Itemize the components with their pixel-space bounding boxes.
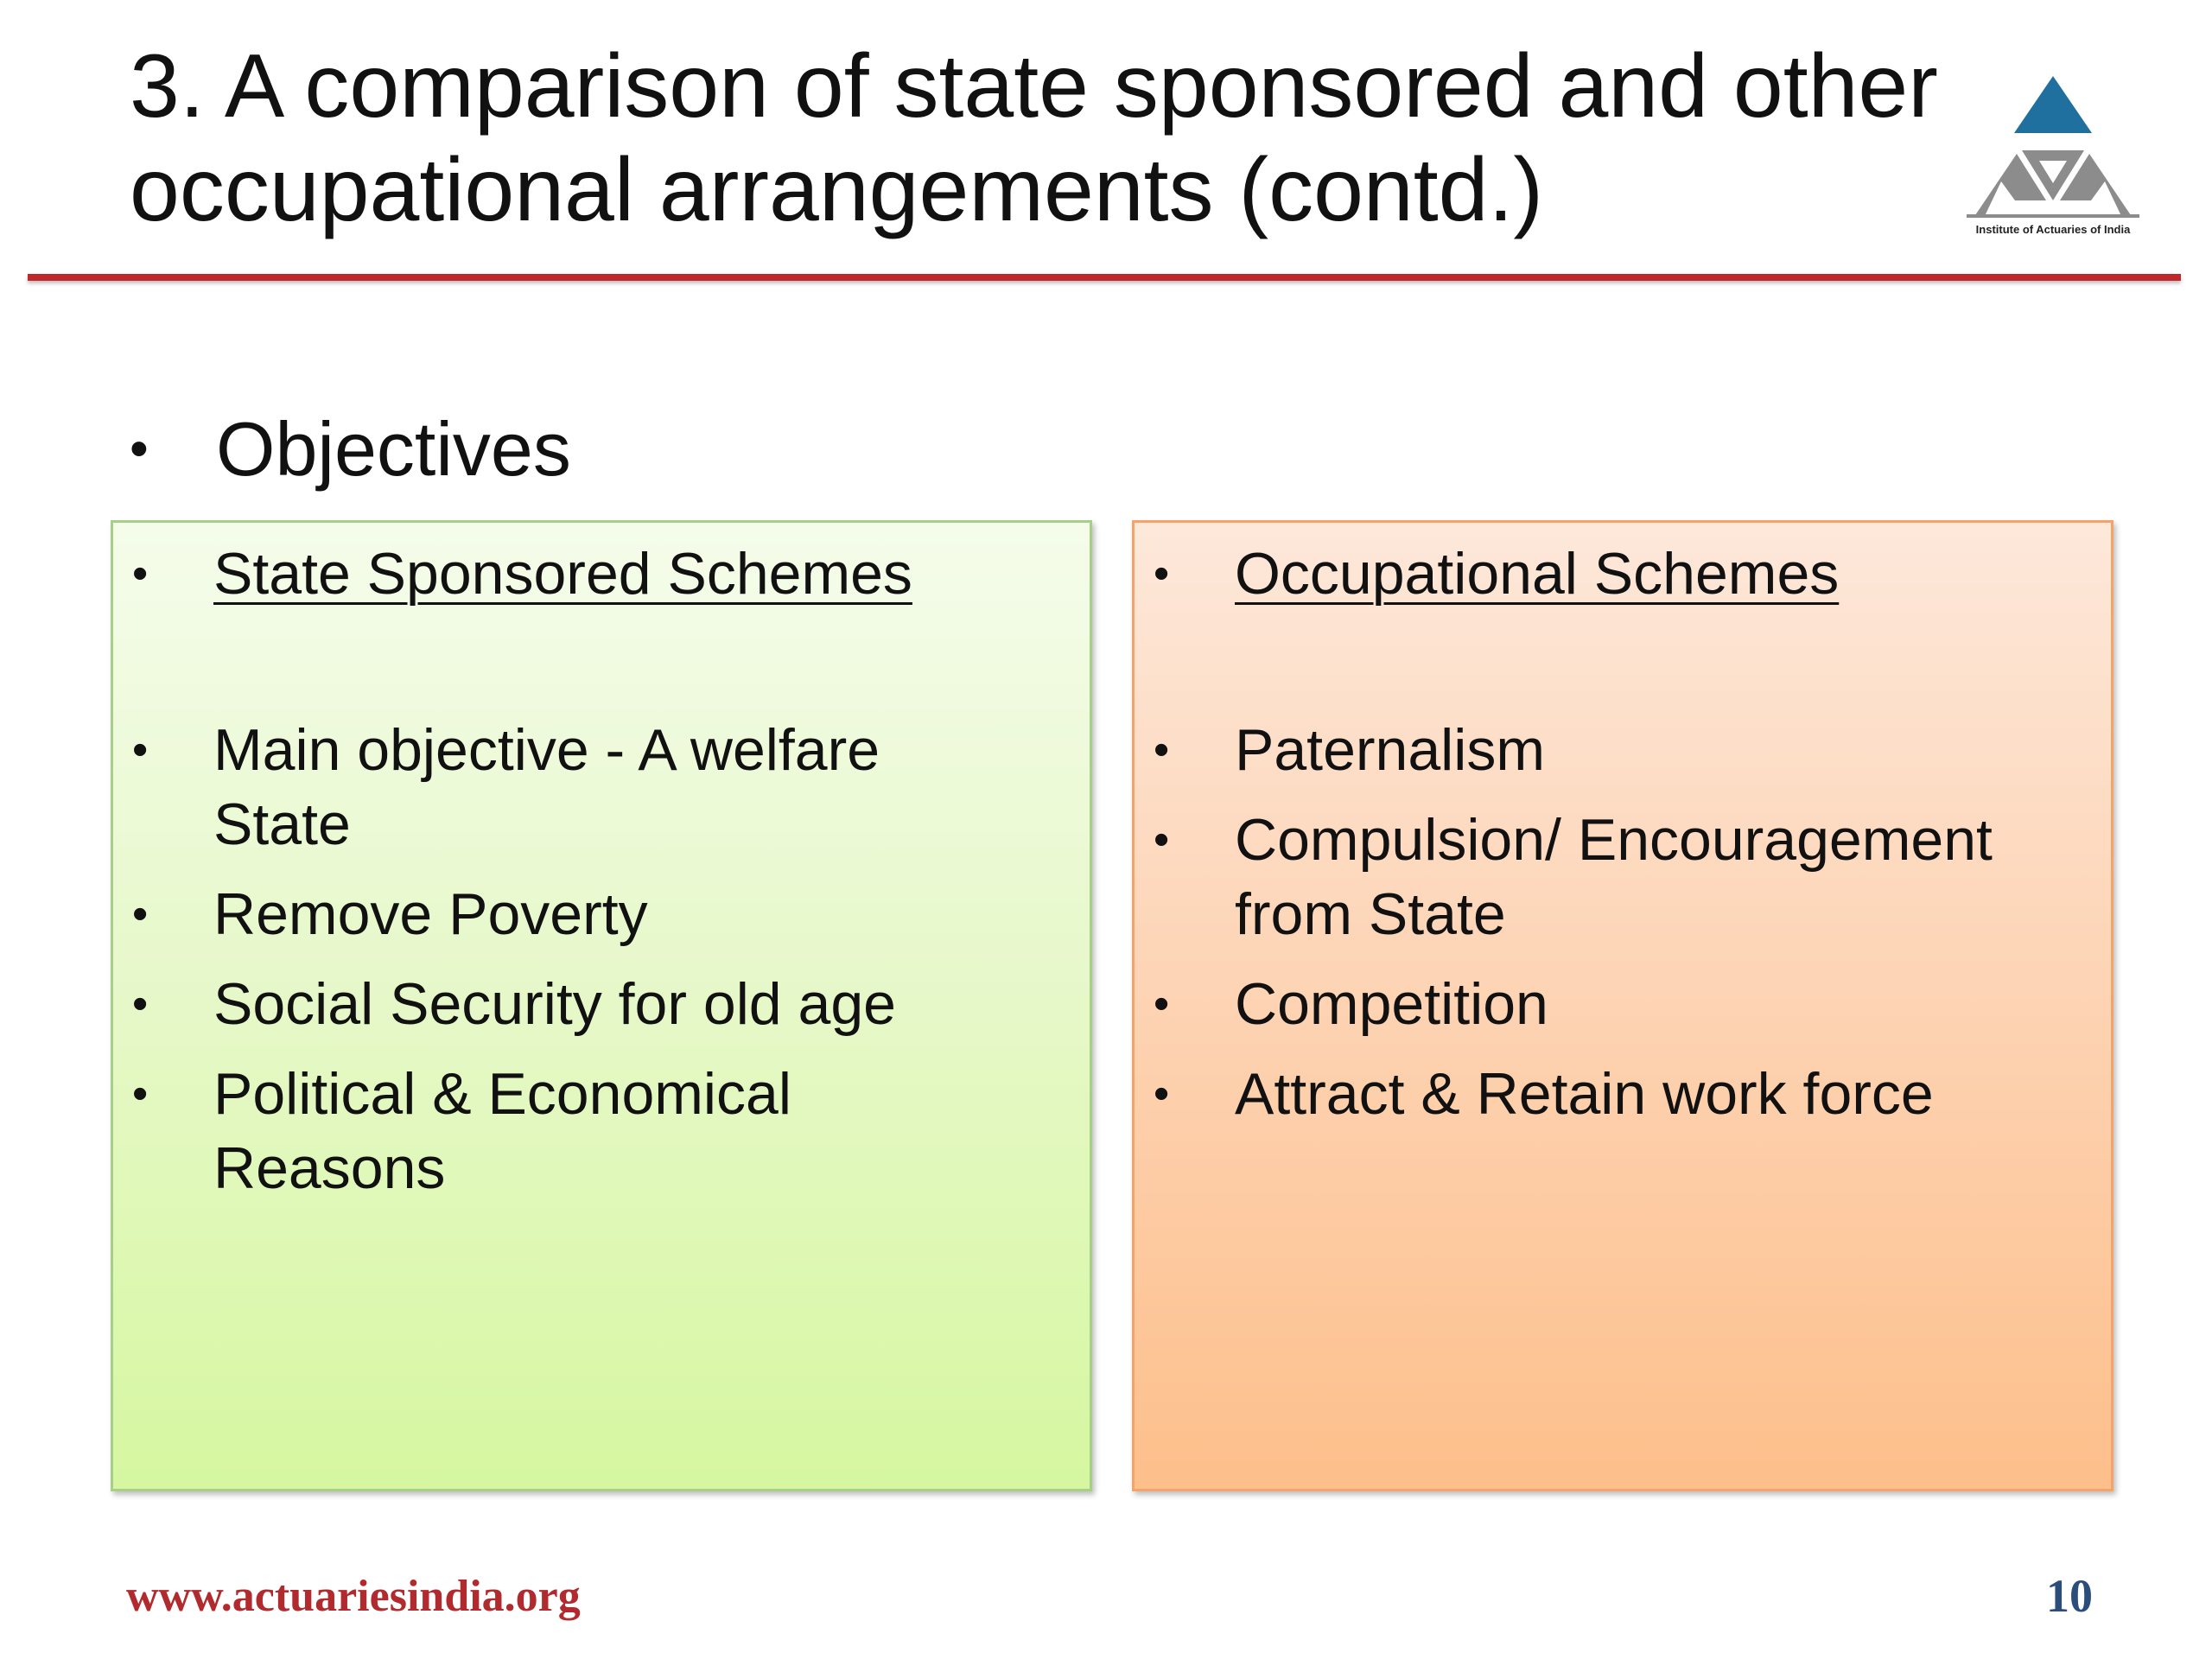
list-item: [132, 713, 1065, 861]
state-sponsored-list: [132, 713, 1065, 1221]
title-divider: [28, 274, 2181, 281]
bullet-icon: •: [132, 725, 149, 775]
occupational-header-label: Occupational Schemes: [1235, 541, 1840, 607]
list-item: [132, 967, 1065, 1041]
occupational-header: [1154, 537, 1839, 611]
occupational-panel: [1132, 520, 2113, 1491]
list-item-text: Competition: [1235, 971, 1548, 1037]
bullet-icon: •: [132, 549, 149, 599]
bullet-icon: •: [132, 1069, 149, 1119]
bullet-icon: •: [130, 419, 149, 479]
list-item: [132, 877, 1065, 951]
institute-logo: [1949, 71, 2157, 244]
list-item: [1154, 713, 2087, 787]
slide-title: [130, 35, 1938, 242]
logo-caption: Institute of Actuaries of India: [1975, 223, 2131, 236]
list-item-text: Main objective - A welfare State: [213, 717, 880, 857]
slide-title-line-1: 3. A comparison of state sponsored and other: [130, 36, 1938, 137]
list-item-text: Attract & Retain work force: [1235, 1061, 1934, 1127]
occupational-list: [1154, 713, 2087, 1147]
bullet-icon: •: [132, 979, 149, 1029]
bullet-icon: •: [1154, 1069, 1170, 1119]
bullet-icon: •: [1154, 549, 1170, 599]
bullet-icon: •: [1154, 979, 1170, 1029]
list-item-text: Paternalism: [1235, 717, 1546, 783]
state-sponsored-header: [132, 537, 912, 611]
slide-title-line-2: occupational arrangements (contd.): [130, 140, 1544, 240]
list-item: [1154, 803, 2087, 951]
bullet-icon: •: [1154, 815, 1170, 865]
list-item-text: Political & Economical Reasons: [213, 1061, 791, 1201]
list-item: [1154, 1057, 2087, 1131]
objectives-heading: [130, 406, 571, 493]
institute-logo-icon: [1949, 71, 2157, 223]
bullet-icon: •: [1154, 725, 1170, 775]
list-item: [1154, 967, 2087, 1041]
bullet-icon: •: [132, 889, 149, 939]
list-item-text: Remove Poverty: [213, 881, 648, 947]
state-sponsored-panel: [111, 520, 1092, 1491]
list-item: [132, 1057, 1065, 1205]
list-item-text: Compulsion/ Encouragement from State: [1235, 807, 1993, 947]
list-item-text: Social Security for old age: [213, 971, 896, 1037]
page-number: 10: [2046, 1570, 2093, 1622]
objectives-heading-label: Objectives: [216, 406, 571, 492]
state-sponsored-header-label: State Sponsored Schemes: [213, 541, 912, 607]
website-link[interactable]: www.actuariesindia.org: [126, 1572, 581, 1621]
